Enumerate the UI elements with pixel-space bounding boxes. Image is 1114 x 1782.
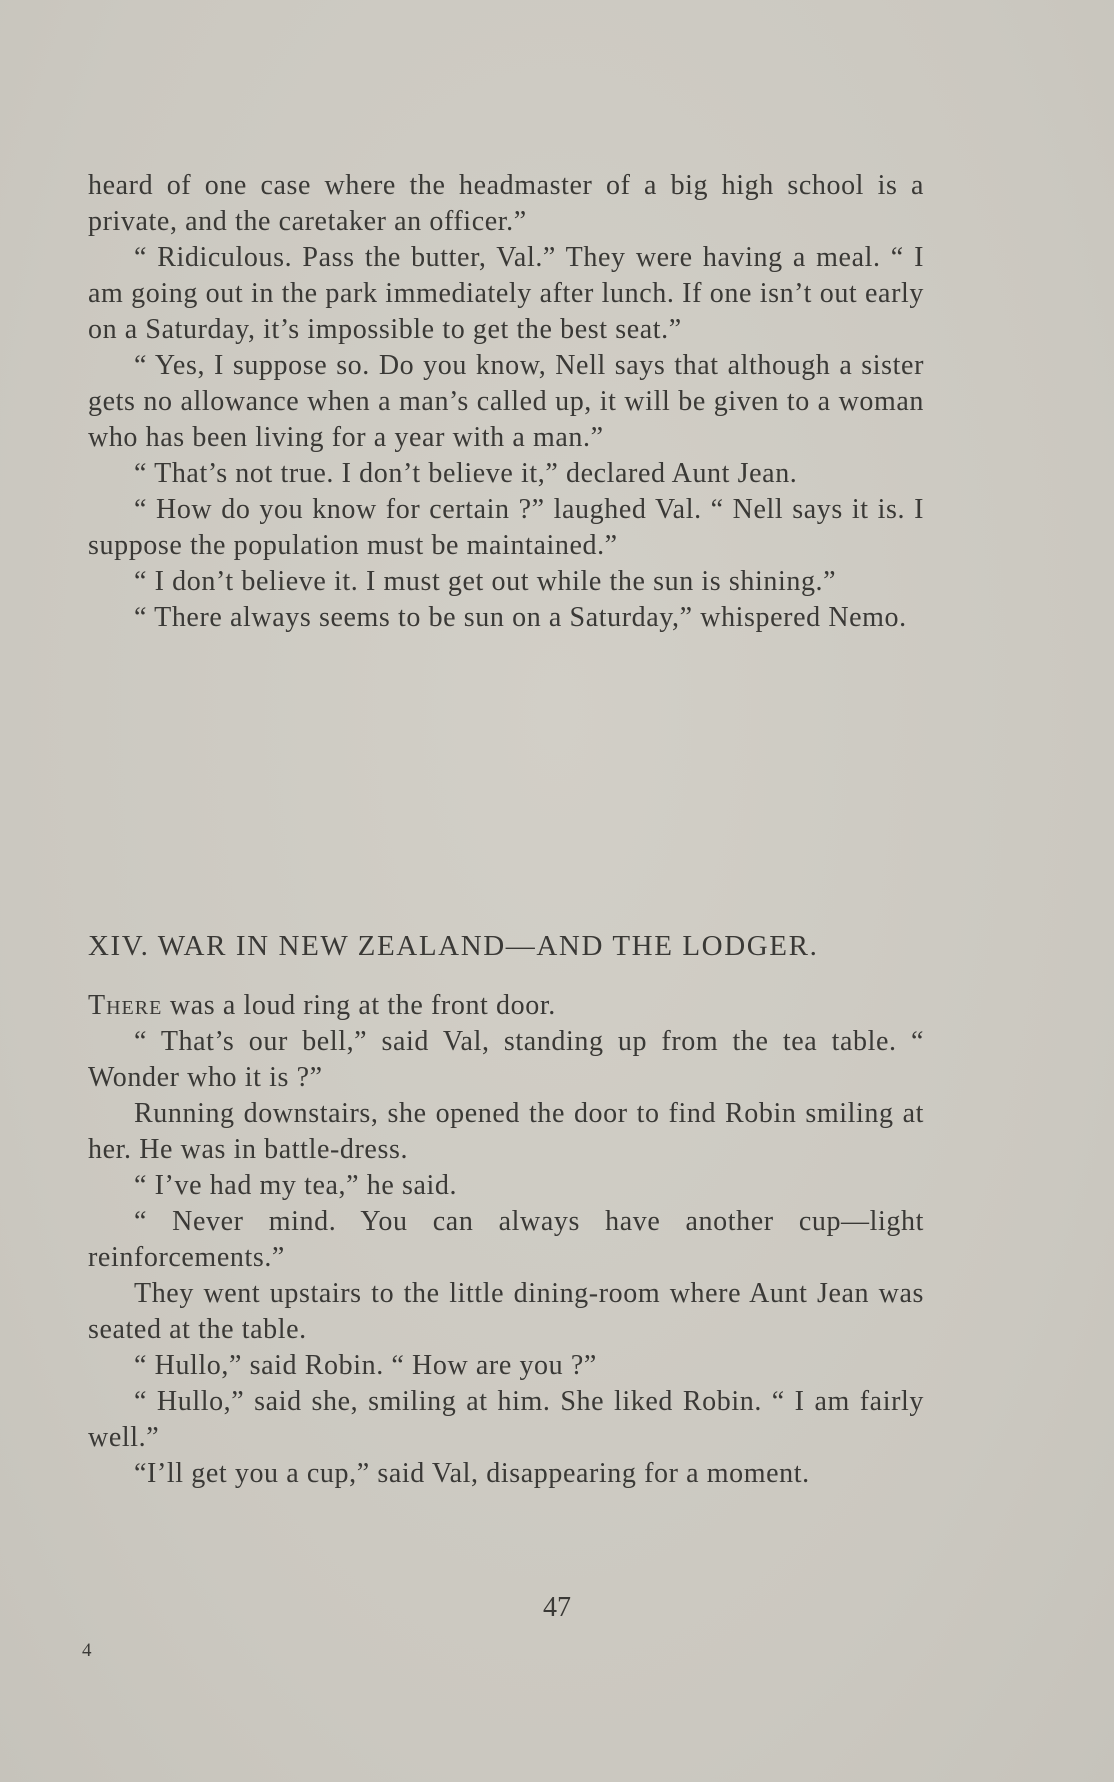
- opening-text: was a loud ring at the front door.: [162, 990, 556, 1021]
- paragraph: They went upstairs to the little dining-room where Aunt Jean was seated at the table.: [88, 1278, 924, 1345]
- paragraph: “ I don’t believe it. I must get out while the sun is shining.”: [134, 566, 837, 597]
- paragraph: “ That’s our bell,” said Val, standing up from the tea table. “ Wonder who it is ?”: [88, 1026, 924, 1093]
- paragraph: “ Hullo,” said Robin. “ How are you ?”: [134, 1350, 597, 1381]
- paragraph: “ That’s not true. I don’t believe it,” declared Aunt Jean.: [134, 458, 798, 489]
- paragraph: “ Never mind. You can always have another cup—light reinforcements.”: [88, 1206, 924, 1273]
- chapter-heading: XIV. WAR IN NEW ZEALAND—AND THE LODGER.: [88, 930, 819, 962]
- paragraph: Running downstairs, she opened the door to find Robin smiling at her. He was in battle-dress.: [88, 1098, 924, 1165]
- chapter-opening-paragraph: [88, 988, 924, 1024]
- page-number: 47: [543, 1592, 571, 1623]
- paragraph: “ There always seems to be sun on a Saturday,” whispered Nemo.: [134, 602, 907, 633]
- paragraph: “ How do you know for certain ?” laughed Val. “ Nell says it is. I suppose the population must be maintained.”: [88, 494, 924, 561]
- paragraph: “ I’ve had my tea,” he said.: [134, 1170, 458, 1201]
- paragraph: “ Ridiculous. Pass the butter, Val.” They were having a meal. “ I am going out in the park immediately after lunch. If one isn’t out early on a Saturday, it’s impossible to get the best seat.”: [88, 242, 924, 345]
- text-block-top: [88, 168, 924, 636]
- signature-mark: 4: [82, 1640, 92, 1661]
- text-block-bottom: [88, 988, 924, 1492]
- paragraph: “I’ll get you a cup,” said Val, disappearing for a moment.: [134, 1458, 810, 1489]
- opening-word: There: [88, 990, 163, 1021]
- paragraph: “ Hullo,” said she, smiling at him. She liked Robin. “ I am fairly well.”: [88, 1386, 924, 1453]
- paragraph: heard of one case where the headmaster of a big high school is a private, and the caretaker an officer.”: [88, 170, 924, 237]
- paragraph: “ Yes, I suppose so. Do you know, Nell says that although a sister gets no allowance when a man’s called up, it will be given to a woman who has been living for a year with a man.”: [88, 350, 924, 453]
